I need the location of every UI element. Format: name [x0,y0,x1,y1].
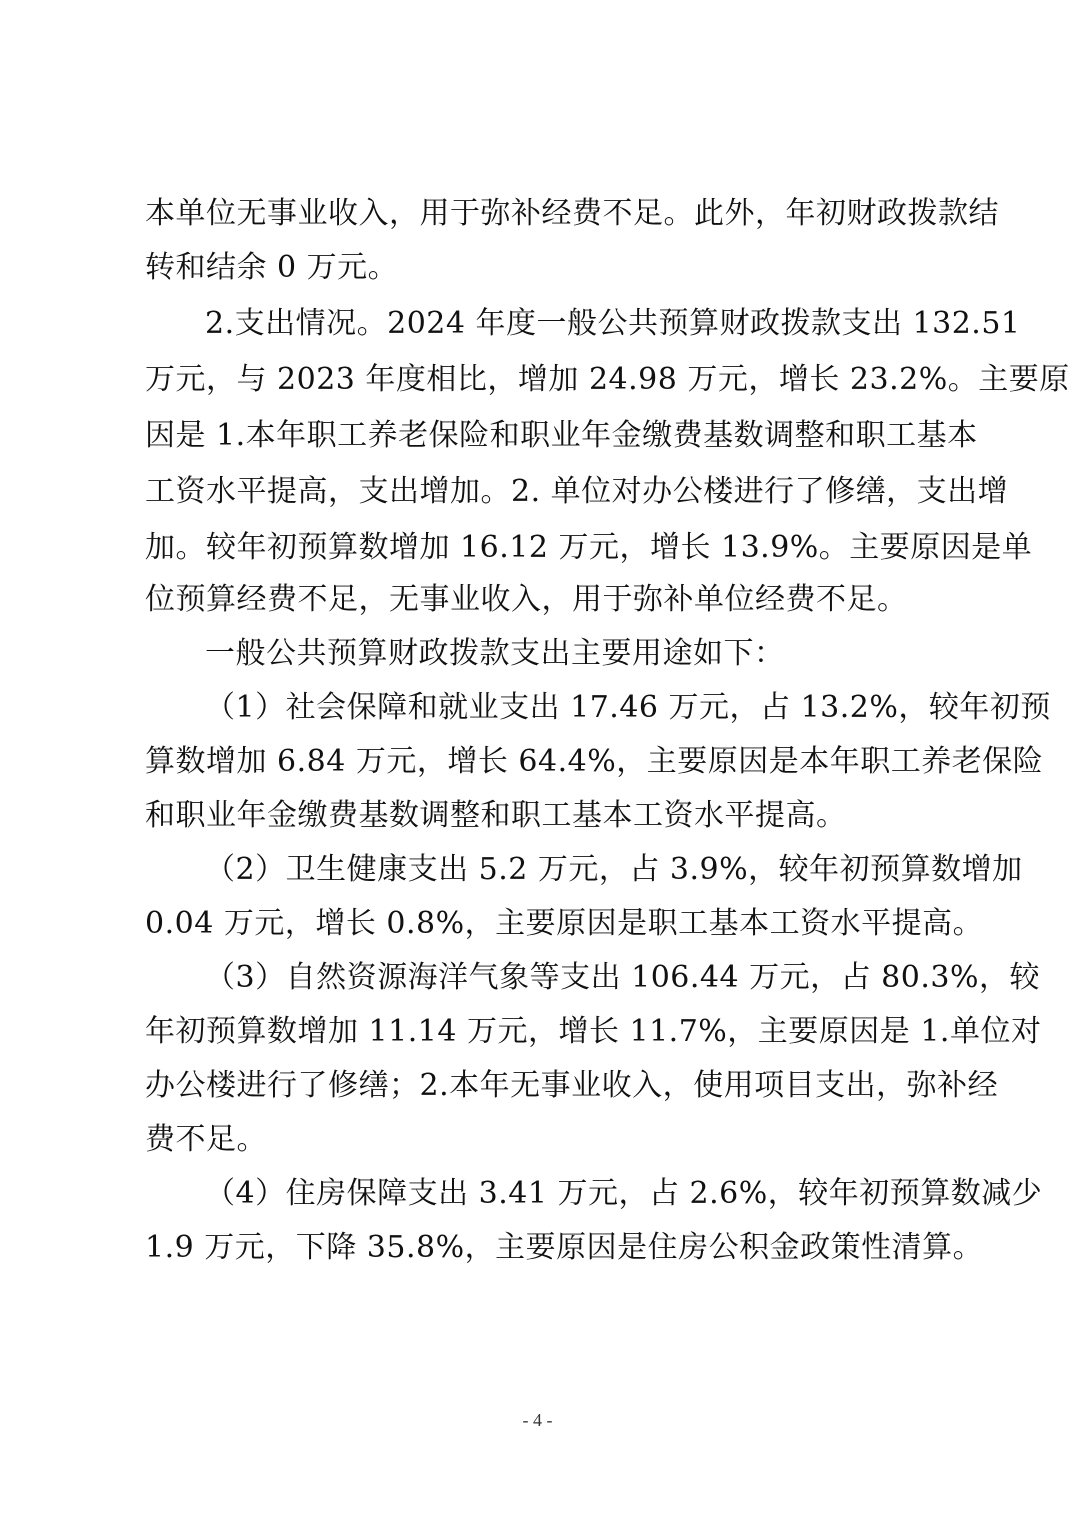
page-number: - 4 - [522,1410,553,1430]
text-line: 本单位无事业收入，用于弥补经费不足。此外，年初财政拨款结 [145,196,999,231]
text-line: 工资水平提高，支出增加。2. 单位对办公楼进行了修缮，支出增 [145,474,1009,509]
text-line: 算数增加 6.84 万元，增长 64.4%，主要原因是本年职工养老保险 [145,744,1044,779]
text-line: 0.04 万元，增长 0.8%，主要原因是职工基本工资水平提高。 [145,906,984,941]
text-line: 万元，与 2023 年度相比，增加 24.98 万元，增长 23.2%。主要原 [145,362,1070,397]
text-line: 办公楼进行了修缮；2.本年无事业收入，使用项目支出，弥补经 [145,1068,999,1103]
text-line: 年初预算数增加 11.14 万元，增长 11.7%，主要原因是 1.单位对 [145,1014,1042,1049]
text-line: 转和结余 0 万元。 [145,250,399,285]
text-line: 和职业年金缴费基数调整和职工基本工资水平提高。 [145,798,847,833]
text-line: 一般公共预算财政拨款支出主要用途如下： [205,636,785,671]
text-line: （4）住房保障支出 3.41 万元，占 2.6%，较年初预算数减少 [205,1176,1043,1211]
text-line: 2.支出情况。2024 年度一般公共预算财政拨款支出 132.51 [205,306,1021,341]
text-line: （1）社会保障和就业支出 17.46 万元，占 13.2%，较年初预 [205,690,1051,725]
text-line: 加。较年初预算数增加 16.12 万元，增长 13.9%。主要原因是单 [145,530,1033,565]
text-line: 位预算经费不足，无事业收入，用于弥补单位经费不足。 [145,582,908,617]
text-line: （3）自然资源海洋气象等支出 106.44 万元，占 80.3%，较 [205,960,1040,995]
text-line: 因是 1.本年职工养老保险和职业年金缴费基数调整和职工基本 [145,418,978,453]
text-line: （2）卫生健康支出 5.2 万元，占 3.9%，较年初预算数增加 [205,852,1023,887]
text-line: 费不足。 [145,1122,267,1157]
text-line: 1.9 万元，下降 35.8%，主要原因是住房公积金政策性清算。 [145,1230,984,1265]
